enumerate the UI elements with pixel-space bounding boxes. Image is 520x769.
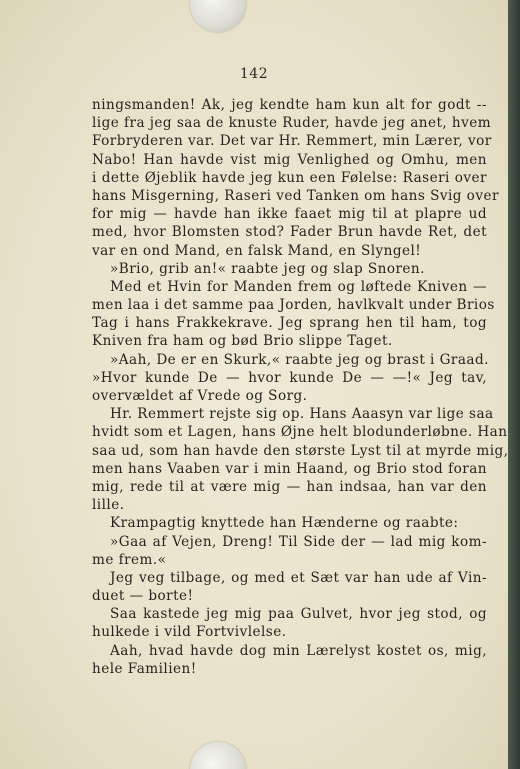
text-line: men laa i det samme paa Jorden, havlkvalt under Brios — [92, 297, 495, 314]
text-line: lige fra jeg saa de knuste Ruder, havde jeg anet, hvem — [92, 115, 492, 132]
text-line: »Brio, grib an!« raabte jeg og slap Snoren. — [110, 260, 425, 277]
text-line: mig, rede til at være mig — han indsaa, han var den — [92, 478, 487, 495]
text-line: Jeg veg tilbage, og med et Sæt var han ude af Vin- — [110, 569, 487, 586]
text-line: ningsmanden! Ak, jeg kendte ham kun alt for godt -- — [92, 97, 487, 113]
text-line: »Aah, De er en Skurk,« raabte jeg og brast i Graad. — [110, 351, 489, 368]
text-line: Med et Hvin for Manden frem og løftede Kniven — — [110, 278, 487, 295]
page-number: 142 — [239, 66, 269, 82]
book-edge — [508, 0, 520, 769]
text-line: lille. — [92, 497, 125, 514]
text-line: overvældet af Vrede og Sorg. — [92, 388, 308, 404]
text-line: duet — borte! — [92, 588, 194, 605]
text-line: Hr. Remmert rejste sig op. Hans Aaasyn var lige saa — [110, 406, 494, 423]
text-line: hvidt som et Lagen, hans Øjne helt blodunderløbne. Han — [92, 424, 508, 441]
body-text — [92, 96, 508, 678]
text-line: Krampagtig knyttede han Hænderne og raabte: — [110, 515, 459, 532]
text-line: Forbryderen var. Det var Hr. Remmert, min Lærer, vor — [92, 133, 492, 150]
text-line: »Hvor kunde De — hvor kunde De — —!« Jeg tav, — [92, 369, 487, 386]
text-line: for mig — havde han ikke faaet mig til at plapre ud — [92, 206, 487, 223]
text-line: i dette Øjeblik havde jeg kun een Følelse: Raseri over — [92, 169, 487, 186]
text-line: hele Familien! — [92, 660, 197, 677]
page-clip-bottom — [190, 742, 246, 769]
text-line: men hans Vaaben var i min Haand, og Brio stod foran — [92, 460, 487, 477]
text-line: me frem.« — [92, 551, 167, 568]
text-line: Nabo! Han havde vist mig Venlighed og Omhu, men — [92, 151, 487, 168]
text-line: Tag i hans Frakkekrave. Jeg sprang hen til ham, tog — [92, 315, 487, 332]
text-line: hulkede i vild Fortvivlelse. — [92, 624, 287, 641]
text-line: saa ud, som han havde den største Lyst til at myrde mig, — [92, 442, 508, 459]
page-clip-top — [190, 0, 246, 32]
text-line: »Gaa af Vejen, Dreng! Til Side der — lad mig kom- — [110, 533, 487, 550]
text-line: var en ond Mand, en falsk Mand, en Slyngel! — [92, 242, 422, 259]
text-line: Saa kastede jeg mig paa Gulvet, hvor jeg stod, og — [110, 606, 487, 623]
text-line: hans Misgerning, Raseri ved Tanken om hans Svig over — [92, 187, 499, 204]
text-line: med, hvor Blomsten stod? Fader Brun havde Ret, det — [92, 224, 487, 241]
text-line: Aah, hvad havde dog min Lærelyst kostet os, mig, — [110, 642, 487, 659]
text-line: Kniven fra ham og bød Brio slippe Taget. — [92, 333, 393, 350]
